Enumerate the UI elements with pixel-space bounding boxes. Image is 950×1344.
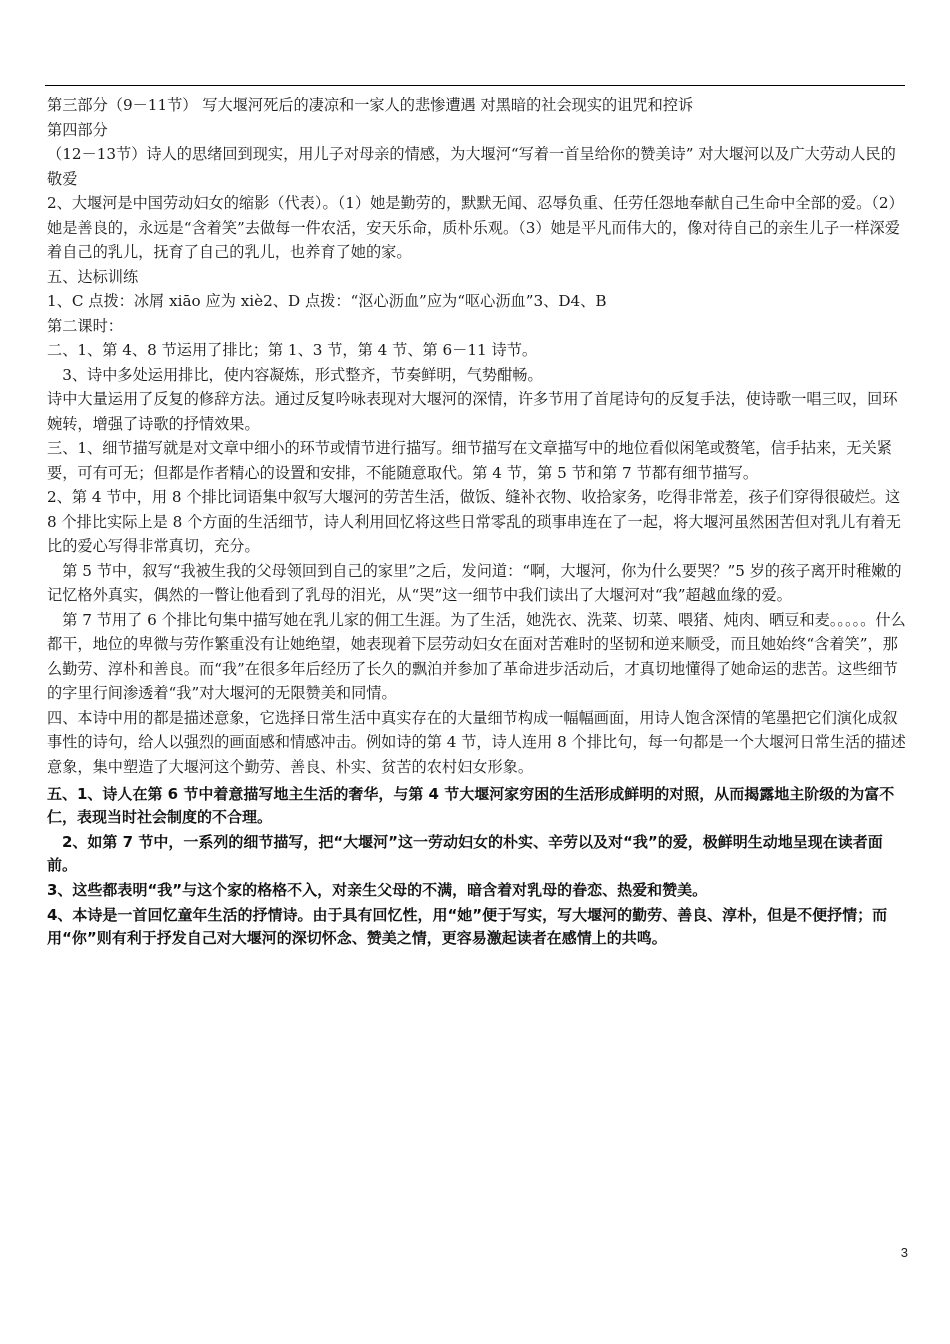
bold-paragraph: 2、如第 7 节中，一系列的细节描写，把“大堰河”这一劳动妇女的朴实、辛劳以及对“我”的爱，极鲜明生动地呈现在读者面前。 bbox=[47, 833, 883, 874]
paragraph: 第四部分 bbox=[47, 120, 108, 139]
bold-paragraph: 五、1、诗人在第 6 节中着意描写地主生活的奢华，与第 4 节大堰河家穷困的生活形成鲜明的对照，从而揭露地主阶级的为富不仁，表现当时社会制度的不合理。 bbox=[47, 785, 895, 826]
page-number: 3 bbox=[900, 1245, 908, 1260]
bold-answer-section bbox=[47, 783, 907, 950]
bold-paragraph: 4、本诗是一首回忆童年生活的抒情诗。由于具有回忆性，用“她”便于写实，写大堰河的勤劳、善良、淳朴，但是不便抒情；而用“你”则有利于抒发自己对大堰河的深切怀念、赞美之情，更容易激起读者在感情上的共鸣。 bbox=[47, 906, 888, 947]
paragraph: 四、本诗中用的都是描述意象，它选择日常生活中真实存在的大量细节构成一幅幅画面，用诗人饱含深情的笔墨把它们演化成叙事性的诗句，给人以强烈的画面感和情感冲击。例如诗的第 4 节，诗人连用 8 个排比句，每一句都是一个大堰河日常生活的描述意象，集中塑造了大堰河这个勤劳、善良、朴实、贫苦的农村妇女形象。 bbox=[47, 708, 906, 776]
paragraph: 三、1、细节描写就是对文章中细小的环节或情节进行描写。细节描写在文章描写中的地位看似闲笔或赘笔，信手拈来，无关紧要，可有可无；但都是作者精心的设置和安排，不能随意取代。第 4 节，第 5 节和第 7 节都有细节描写。 bbox=[47, 439, 892, 482]
paragraph: 3、诗中多处运用排比，使内容凝炼，形式整齐，节奏鲜明，气势酣畅。 bbox=[62, 365, 543, 384]
paragraph: 诗中大量运用了反复的修辞方法。通过反复吟咏表现对大堰河的深情，许多节用了首尾诗句的反复手法，使诗歌一唱三叹，回环婉转，增强了诗歌的抒情效果。 bbox=[47, 390, 898, 433]
paragraph: 2、大堰河是中国劳动妇女的缩影（代表）。（1）她是勤劳的，默默无闻、忍辱负重、任劳任怨地奉献自己生命中全部的爱。（2）她是善良的，永远是“含着笑”去做每一件农活，安天乐命，质朴乐观。（3）她是平凡而伟大的，像对待自己的亲生儿子一样深爱着自己的乳儿，抚育了自己的乳儿，也养育了她的家。 bbox=[47, 194, 904, 261]
paragraph: 1、C 点拨：冰屑 xiāo 应为 xiè2、D 点拨：“沤心沥血”应为“呕心沥血”3、D4、B bbox=[47, 292, 607, 310]
document-body bbox=[47, 93, 907, 952]
paragraph: （12－13节）诗人的思绪回到现实，用儿子对母亲的情感，为大堰河“写着一首呈给你的赞美诗” 对大堰河以及广大劳动人民的敬爱 bbox=[47, 145, 896, 188]
paragraph: 第三部分（9－11节） 写大堰河死后的凄凉和一家人的悲惨遭遇 对黑暗的社会现实的诅咒和控诉 bbox=[47, 96, 694, 114]
paragraph: 二、1、第 4、8 节运用了排比；第 1、3 节，第 4 节、第 6－11 诗节。 bbox=[47, 341, 538, 359]
paragraph: 第二课时： bbox=[47, 316, 123, 335]
header-rule bbox=[45, 85, 905, 86]
paragraph: 第 5 节中，叙写“我被生我的父母领回到自己的家里”之后，发问道：“啊，大堰河，你为什么要哭？”5 岁的孩子离开时稚嫩的记忆格外真实，偶然的一瞥让他看到了乳母的泪光，从“哭”这一细节中我们读出了大堰河对“我”超越血缘的爱。 bbox=[47, 561, 902, 604]
paragraph: 2、第 4 节中，用 8 个排比词语集中叙写大堰河的劳苦生活，做饭、缝补衣物、收拾家务，吃得非常差，孩子们穿得很破烂。这 8 个排比实际上是 8 个方面的生活细节，诗人利用回忆将这些日常零乱的琐事串连在了一起，将大堰河虽然困苦但对乳儿有着无比的爱心写得非常真切，充分。 bbox=[47, 488, 901, 555]
bold-paragraph: 3、这些都表明“我”与这个家的格格不入，对亲生父母的不满，暗含着对乳母的眷恋、热爱和赞美。 bbox=[47, 881, 708, 899]
paragraph: 五、达标训练 bbox=[47, 267, 139, 286]
paragraph: 第 7 节用了 6 个排比句集中描写她在乳儿家的佣工生涯。为了生活，她洗衣、洗菜、切菜、喂猪、炖肉、晒豆和麦。。。。。什么都干，地位的卑微与劳作繁重没有让她绝望，她表现着下层劳动妇女在面对苦难时的坚韧和逆来顺受，而且她始终“含着笑”，那么勤劳、淳朴和善良。而“我”在很多年后经历了长久的飘泊并参加了革命进步活动后，才真切地懂得了她命运的悲苦。这些细节的字里行间渗透着“我”对大堰河的无限赞美和同情。 bbox=[47, 610, 906, 702]
